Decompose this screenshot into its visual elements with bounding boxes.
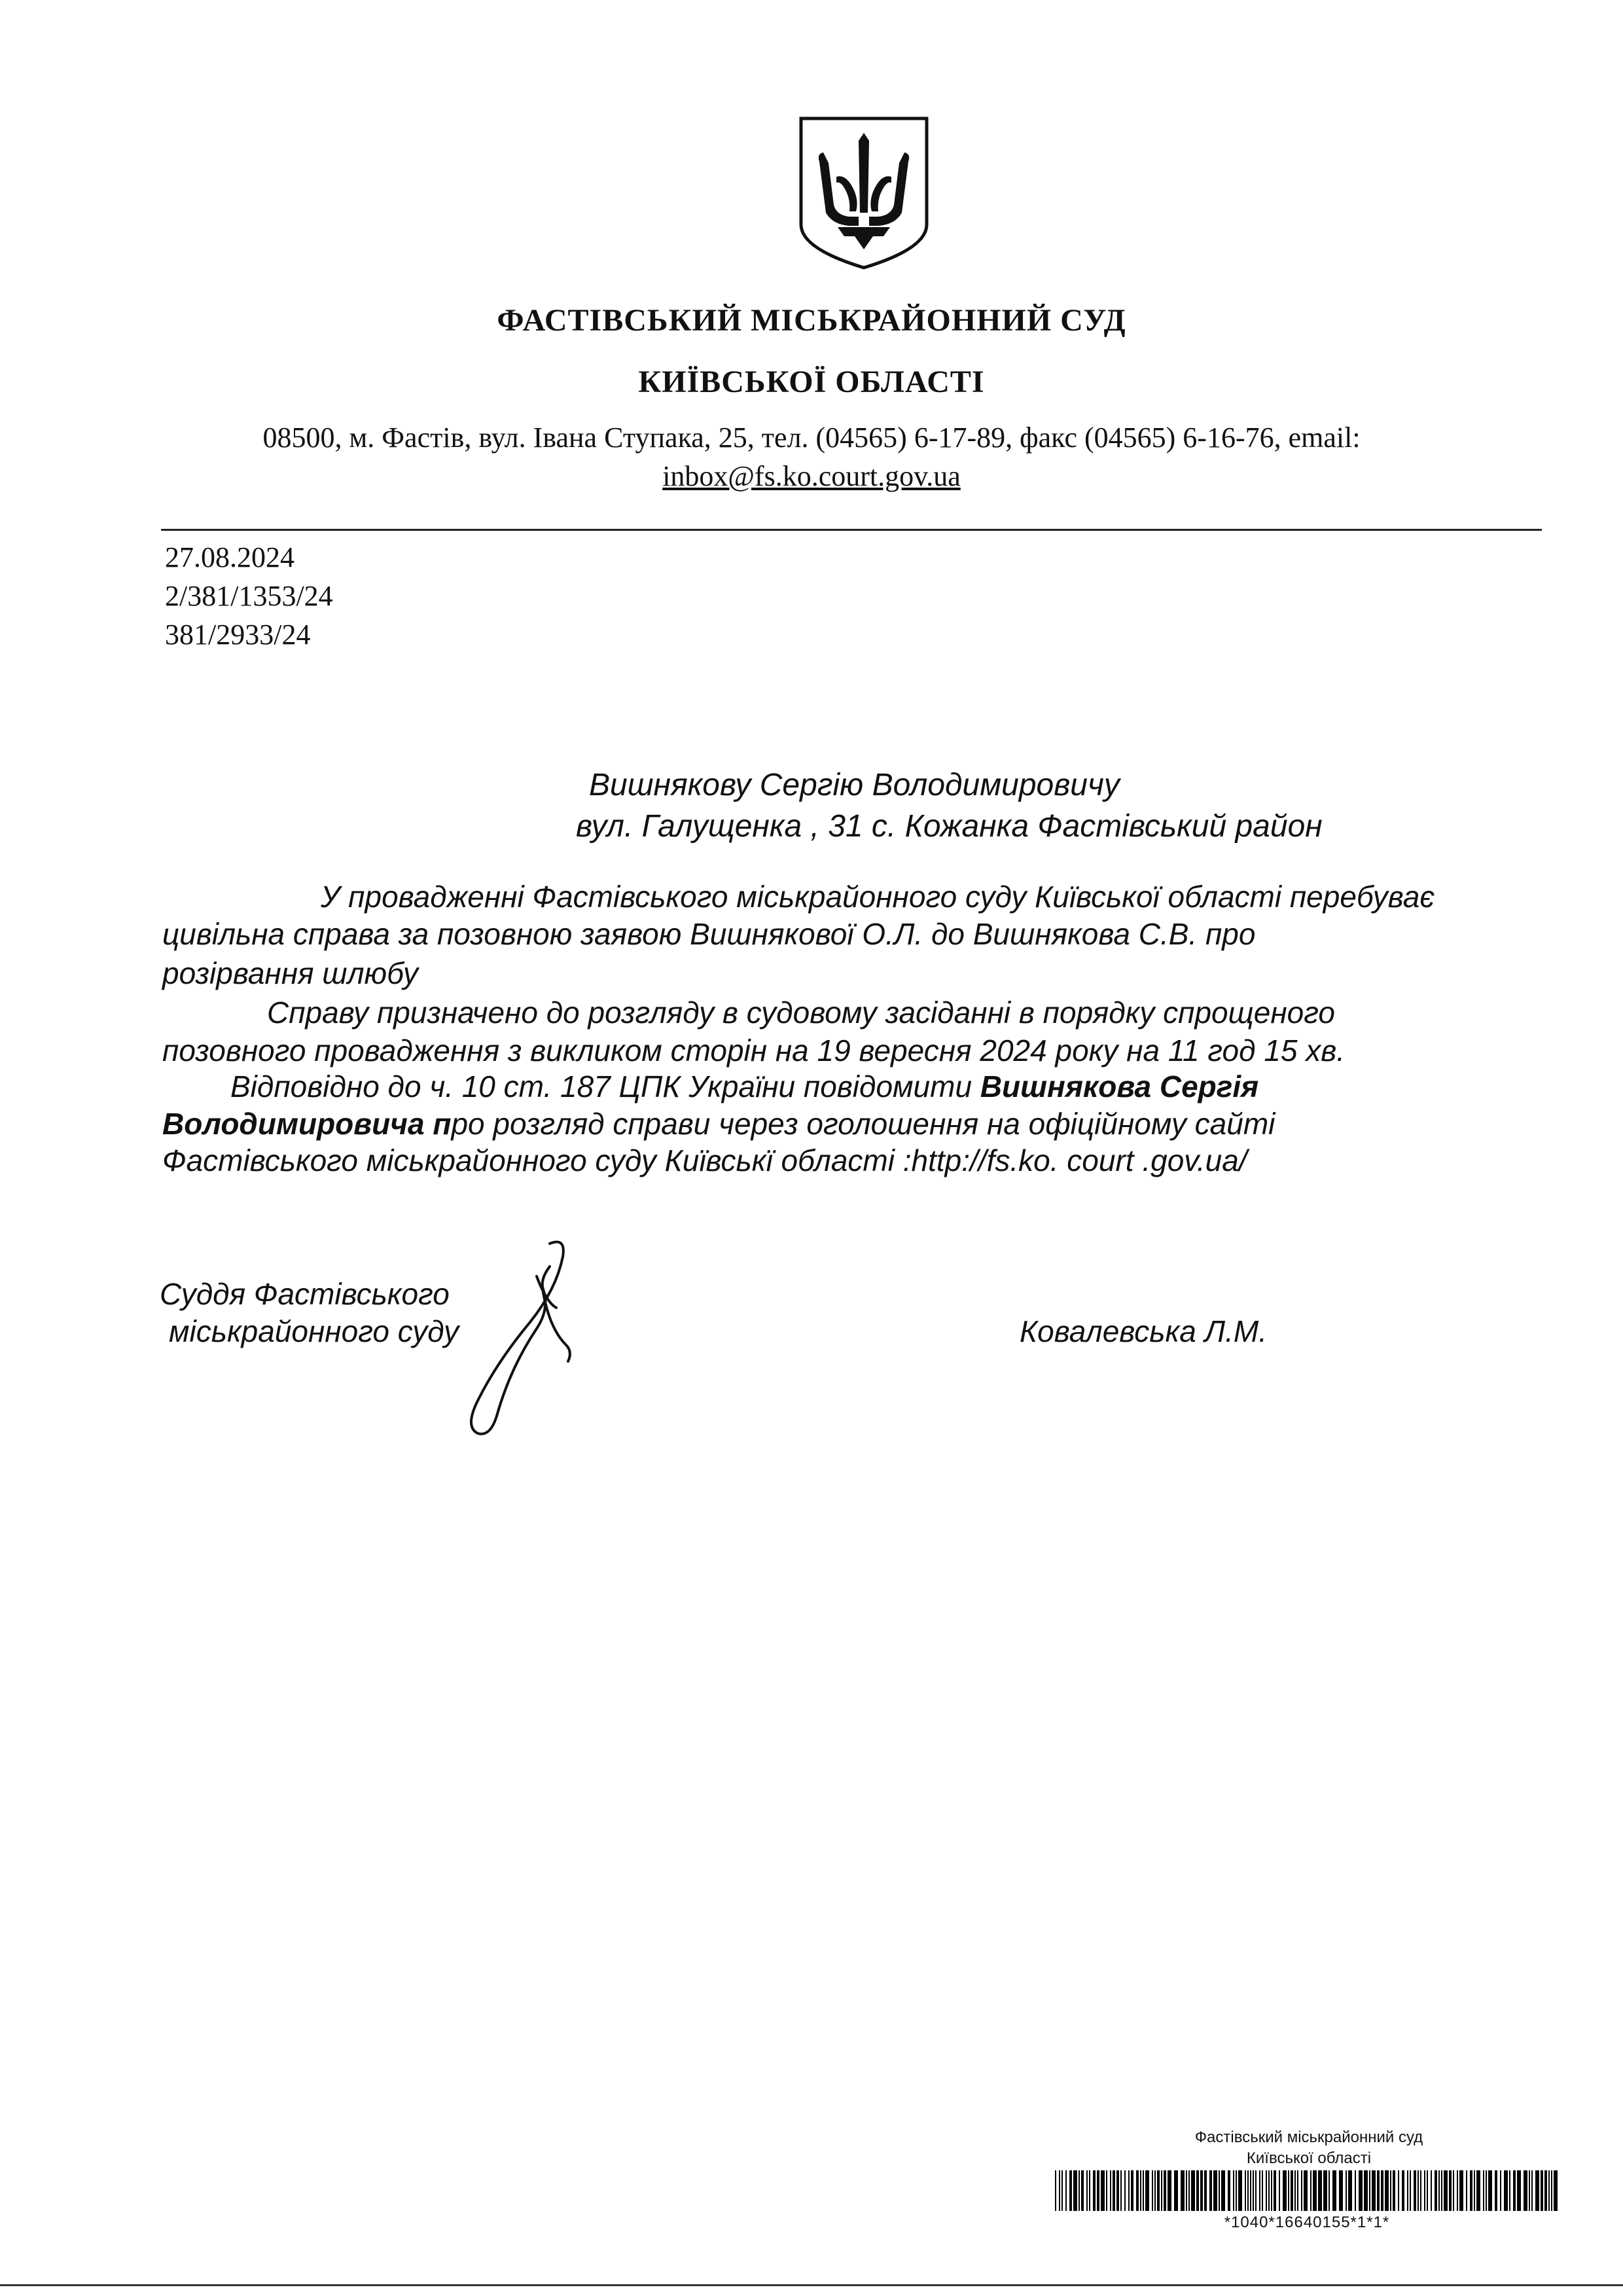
body-paragraph-3-line-2 — [162, 1106, 1275, 1141]
court-region: КИЇВСЬКОЇ ОБЛАСТІ — [638, 365, 985, 399]
barcode-bar — [1253, 2170, 1254, 2211]
barcode-bar — [1544, 2170, 1547, 2211]
barcode-bar — [1255, 2170, 1257, 2211]
barcode-bar — [1369, 2170, 1370, 2211]
barcode-bar — [1470, 2170, 1472, 2211]
barcode-bar — [1213, 2170, 1217, 2211]
barcode-bar — [1427, 2170, 1428, 2211]
barcode-bar — [1424, 2170, 1425, 2211]
barcode-bar — [1113, 2170, 1115, 2211]
barcode-bar — [1204, 2170, 1207, 2211]
barcode-bar — [1288, 2170, 1289, 2211]
barcode-bar — [1483, 2170, 1484, 2211]
stamp-court-region: Київської області — [1246, 2149, 1372, 2167]
barcode-bar — [1168, 2170, 1171, 2211]
barcode-bar — [1181, 2170, 1185, 2211]
court-name: ФАСТІВСЬКИЙ МІСЬКРАЙОННИЙ СУД — [497, 303, 1126, 338]
barcode-bar — [1531, 2170, 1533, 2211]
barcode-bar — [1209, 2170, 1212, 2211]
barcode-bar — [1086, 2170, 1088, 2211]
barcode-bar — [1164, 2170, 1166, 2211]
outgoing-number: 381/2933/24 — [165, 619, 311, 651]
barcode-bar — [1157, 2170, 1160, 2211]
barcode-bar — [1247, 2170, 1249, 2211]
barcode-bar — [1291, 2170, 1293, 2211]
barcode-bar — [1250, 2170, 1251, 2211]
barcode-number: *1040*16640155*1*1* — [1224, 2214, 1390, 2231]
case-number: 2/381/1353/24 — [165, 580, 333, 612]
court-address: 08500, м. Фастів, вул. Івана Ступака, 25, тел. (04565) 6-17-89, факс (04565) 6-16-76, email: — [262, 422, 1361, 454]
barcode-bar — [1101, 2170, 1105, 2211]
body-paragraph-2-line-2: позовного провадження з викликом сторін на 19 вересня 2024 року на 11 год 15 хв. — [162, 1033, 1346, 1067]
barcode-bar — [1339, 2170, 1343, 2211]
barcode-bar — [1517, 2170, 1521, 2211]
barcode-bar — [1055, 2170, 1056, 2211]
body-paragraph-1-line-2: цивільна справа за позовною заявою Вишнякової О.Л. до Вишнякова С.В. про — [162, 917, 1256, 951]
barcode-bar — [1304, 2170, 1308, 2211]
barcode-bar — [1219, 2170, 1220, 2211]
barcode-bar — [1495, 2170, 1497, 2211]
barcode-bar — [1513, 2170, 1516, 2211]
barcode-bar — [1152, 2170, 1153, 2211]
notified-person-patronymic: Володимировича п — [162, 1107, 452, 1141]
stamp-court-name: Фастівський міськрайонний суд — [1194, 2128, 1423, 2146]
barcode-bar — [1191, 2170, 1195, 2211]
barcode-bar — [1271, 2170, 1272, 2211]
barcode-bar — [1283, 2170, 1287, 2211]
barcode-bar — [1524, 2170, 1527, 2211]
barcode-bar — [1186, 2170, 1187, 2211]
barcode-bar — [1131, 2170, 1133, 2211]
barcode-bar — [1504, 2170, 1508, 2211]
barcode-bar — [1393, 2170, 1395, 2211]
barcode-bar — [1420, 2170, 1421, 2211]
barcode-bar — [1310, 2170, 1311, 2211]
judge-name: Ковалевська Л.М. — [1020, 1314, 1267, 1348]
barcode-bar — [1116, 2170, 1119, 2211]
barcode-bar — [1441, 2170, 1442, 2211]
barcode-bar — [1097, 2170, 1099, 2211]
document-date: 27.08.2024 — [165, 541, 294, 573]
barcode-bar — [1110, 2170, 1111, 2211]
barcode-bar — [1449, 2170, 1452, 2211]
barcode-bar — [1541, 2170, 1543, 2211]
barcode-bar — [1233, 2170, 1234, 2211]
barcode-bar — [1435, 2170, 1437, 2211]
judge-title-line-2: міськрайонного суду — [169, 1314, 459, 1348]
barcode-bar — [1488, 2170, 1492, 2211]
barcode-bar — [1486, 2170, 1487, 2211]
barcode-bar — [1161, 2170, 1162, 2211]
handwritten-signature-icon — [452, 1230, 602, 1446]
barcode-bar — [1301, 2170, 1302, 2211]
barcode-bar — [1196, 2170, 1199, 2211]
body-paragraph-1-line-1: У провадженні Фастівського міськрайонного суду Київської області перебуває — [321, 880, 1435, 914]
notice-text-continued: ро розгляд справи через оголошення на офіційному сайті — [451, 1107, 1275, 1141]
barcode-bar — [1081, 2170, 1084, 2211]
barcode-bar — [1385, 2170, 1389, 2211]
barcode-bar — [1500, 2170, 1501, 2211]
body-paragraph-2-line-1: Справу призначено до розгляду в судовому засіданні в порядку спрощеного — [267, 996, 1335, 1030]
barcode-bar — [1332, 2170, 1336, 2211]
barcode-bar — [1188, 2170, 1190, 2211]
barcode-bar — [1145, 2170, 1149, 2211]
barcode-bar — [1459, 2170, 1463, 2211]
barcode-bar — [1529, 2170, 1530, 2211]
barcode-bar — [1444, 2170, 1448, 2211]
barcode-bar — [1143, 2170, 1144, 2211]
trident-coat-of-arms-icon — [797, 115, 931, 272]
barcode-bar — [1073, 2170, 1077, 2211]
barcode-bar — [1136, 2170, 1139, 2211]
barcode-bar — [1431, 2170, 1432, 2211]
barcode-bar — [1348, 2170, 1352, 2211]
barcode-bar — [1372, 2170, 1376, 2211]
barcode-bar — [1294, 2170, 1296, 2211]
barcode-bar — [1418, 2170, 1419, 2211]
barcode-bar — [1228, 2170, 1230, 2211]
judge-title-line-1: Суддя Фастівського — [160, 1277, 450, 1311]
barcode-bar — [1398, 2170, 1399, 2211]
barcode-bar — [1297, 2170, 1298, 2211]
barcode-bar — [1318, 2170, 1322, 2211]
barcode-bar — [1414, 2170, 1416, 2211]
notified-person-name: Вишнякова Сергія — [980, 1069, 1259, 1103]
barcode-bar — [1402, 2170, 1404, 2211]
barcode-bar — [1381, 2170, 1383, 2211]
barcode-bar — [1059, 2170, 1060, 2211]
barcode-bar — [1266, 2170, 1267, 2211]
notice-text: Відповідно до ч. 10 ст. 187 ЦПК України повідомити — [230, 1069, 980, 1103]
body-paragraph-3-line-1 — [230, 1069, 1258, 1104]
barcode-bar — [1453, 2170, 1454, 2211]
body-paragraph-3-line-3: Фастівського міськрайонного суду Київськї області :http://fs.ko. court .gov.ua/ — [162, 1143, 1247, 1177]
barcode-bar — [1313, 2170, 1317, 2211]
barcode-bar — [1535, 2170, 1539, 2211]
barcode-bar — [1329, 2170, 1330, 2211]
barcode-bar — [1120, 2170, 1122, 2211]
barcode-icon — [1055, 2170, 1559, 2211]
barcode-bar — [1390, 2170, 1391, 2211]
barcode-bar — [1279, 2170, 1280, 2211]
barcode-bar — [1079, 2170, 1080, 2211]
barcode-bar — [1200, 2170, 1203, 2211]
barcode-bar — [1476, 2170, 1480, 2211]
barcode-bar — [1106, 2170, 1107, 2211]
barcode-bar — [1093, 2170, 1096, 2211]
barcode-bar — [1061, 2170, 1063, 2211]
barcode-bar — [1548, 2170, 1550, 2211]
recipient-address: вул. Галущенка , 31 с. Кожанка Фастівський район — [576, 809, 1323, 844]
barcode-bar — [1509, 2170, 1510, 2211]
barcode-bar — [1268, 2170, 1270, 2211]
barcode-bar — [1174, 2170, 1178, 2211]
barcode-bar — [1466, 2170, 1467, 2211]
barcode-bar — [1259, 2170, 1260, 2211]
barcode-bar — [1377, 2170, 1380, 2211]
barcode-bar — [1457, 2170, 1458, 2211]
header-divider — [161, 529, 1542, 531]
barcode-bar — [1089, 2170, 1090, 2211]
page-bottom-edge — [0, 2284, 1623, 2286]
court-email-link[interactable]: inbox@fs.ko.court.gov.ua — [662, 460, 961, 492]
barcode-bar — [1065, 2170, 1067, 2211]
barcode-bar — [1238, 2170, 1242, 2211]
barcode-bar — [1069, 2170, 1072, 2211]
barcode-bar — [1245, 2170, 1246, 2211]
barcode-bar — [1154, 2170, 1156, 2211]
barcode-bar — [1262, 2170, 1263, 2211]
barcode-bar — [1438, 2170, 1440, 2211]
barcode-bar — [1551, 2170, 1552, 2211]
barcode-bar — [1346, 2170, 1347, 2211]
barcode-bar — [1474, 2170, 1475, 2211]
barcode-bar — [1323, 2170, 1327, 2211]
barcode-bar — [1410, 2170, 1411, 2211]
barcode-bar — [1554, 2170, 1558, 2211]
barcode-bar — [1364, 2170, 1368, 2211]
barcode-bar — [1236, 2170, 1237, 2211]
barcode-bar — [1128, 2170, 1130, 2211]
barcode-bar — [1221, 2170, 1225, 2211]
barcode-bar — [1274, 2170, 1276, 2211]
barcode-bar — [1124, 2170, 1126, 2211]
barcode-bar — [1407, 2170, 1408, 2211]
barcode-bar — [1355, 2170, 1356, 2211]
barcode-bar — [1359, 2170, 1363, 2211]
recipient-name: Вишнякову Сергію Володимировичу — [589, 768, 1120, 802]
barcode-bar — [1140, 2170, 1141, 2211]
body-paragraph-1-line-3: розірвання шлюбу — [162, 956, 418, 990]
